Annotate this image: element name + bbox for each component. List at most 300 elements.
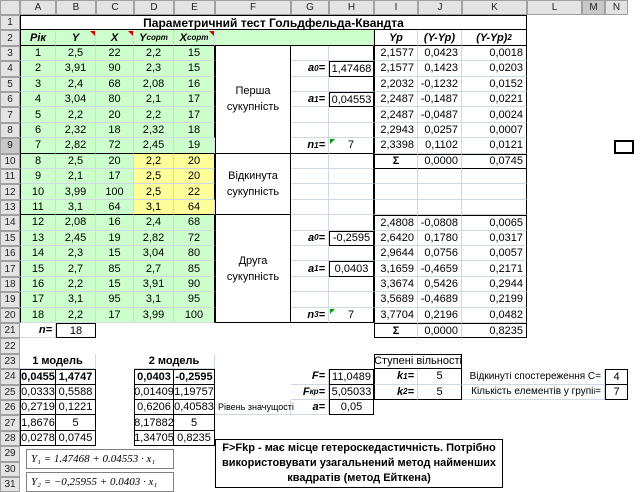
df-title[interactable]: Ступені вільності bbox=[374, 355, 462, 368]
yp-cell[interactable]: 3,7704 bbox=[374, 308, 418, 323]
group-label-second[interactable]: Друга сукупність bbox=[215, 215, 291, 323]
y-cell[interactable]: 2,5 bbox=[56, 154, 96, 169]
blank[interactable] bbox=[462, 200, 527, 215]
f-value[interactable]: 11,0489 bbox=[329, 369, 374, 384]
residual-sq-cell[interactable]: 0,0007 bbox=[462, 123, 527, 138]
x-sorted-cell[interactable]: 68 bbox=[174, 215, 215, 230]
model1-cell[interactable]: 1,8676 bbox=[20, 415, 56, 430]
row-header[interactable] bbox=[0, 46, 20, 61]
y-cell[interactable]: 2,4 bbox=[56, 77, 96, 92]
param-blank[interactable] bbox=[291, 277, 329, 292]
group-separator[interactable] bbox=[20, 138, 56, 153]
row-header[interactable] bbox=[0, 277, 20, 292]
column-header-a[interactable]: A bbox=[20, 0, 56, 15]
row-header[interactable] bbox=[0, 323, 20, 338]
residual-sq-cell[interactable]: 0,0221 bbox=[462, 92, 527, 107]
year-cell[interactable]: 15 bbox=[20, 261, 56, 276]
column-header-f[interactable]: F bbox=[215, 0, 291, 15]
param-value-n3[interactable]: 7 bbox=[329, 308, 374, 323]
row-header[interactable] bbox=[0, 292, 20, 307]
param-blank[interactable] bbox=[291, 215, 329, 230]
comment-indicator bbox=[128, 31, 133, 36]
year-cell[interactable]: 11 bbox=[20, 200, 56, 215]
yp-cell[interactable]: 2,6420 bbox=[374, 231, 418, 246]
param-value-a0[interactable]: 1,47468 bbox=[329, 61, 374, 76]
residual-sq-cell[interactable]: 0,0024 bbox=[462, 107, 527, 122]
yp-cell[interactable]: 3,1659 bbox=[374, 261, 418, 276]
blank[interactable] bbox=[374, 200, 418, 215]
y-sorted-cell[interactable]: 3,1 bbox=[134, 200, 174, 215]
x-cell[interactable]: 90 bbox=[96, 61, 134, 76]
row-header[interactable] bbox=[0, 246, 20, 261]
x-cell[interactable]: 19 bbox=[96, 231, 134, 246]
x-sorted-cell[interactable]: 80 bbox=[174, 246, 215, 261]
residual-cell[interactable]: 0,1423 bbox=[418, 61, 462, 76]
param-blank[interactable] bbox=[329, 46, 374, 61]
active-cell[interactable] bbox=[614, 140, 634, 154]
y-sorted-cell[interactable]: 3,04 bbox=[134, 246, 174, 261]
year-cell[interactable]: 14 bbox=[20, 246, 56, 261]
year-cell[interactable]: 10 bbox=[20, 184, 56, 199]
x-sorted-cell[interactable]: 64 bbox=[174, 200, 215, 215]
param-blank[interactable] bbox=[291, 107, 329, 122]
year-cell[interactable]: 17 bbox=[20, 292, 56, 307]
label-main: a bbox=[307, 262, 315, 275]
residual-cell[interactable]: -0,4659 bbox=[418, 261, 462, 276]
residual-sq-cell[interactable]: 0,2199 bbox=[462, 292, 527, 307]
row-header[interactable] bbox=[0, 61, 20, 76]
y-cell[interactable]: 3,04 bbox=[56, 92, 96, 107]
yp-cell[interactable]: 3,5689 bbox=[374, 292, 418, 307]
model2-cell[interactable]: 0,6206 bbox=[134, 400, 174, 415]
model2-cell[interactable]: 0,0403 bbox=[134, 369, 174, 384]
x-sorted-cell[interactable]: 85 bbox=[174, 261, 215, 276]
model1-cell[interactable]: 0,0745 bbox=[56, 431, 96, 446]
row-header[interactable] bbox=[0, 369, 20, 384]
group-separator[interactable] bbox=[56, 200, 96, 215]
row-header[interactable] bbox=[0, 446, 20, 461]
y-cell[interactable]: 2,5 bbox=[56, 46, 96, 61]
model2-title[interactable]: 2 модель bbox=[134, 354, 215, 369]
column-header-n[interactable]: N bbox=[605, 0, 628, 15]
model2-cell[interactable]: 0,40583 bbox=[174, 400, 215, 415]
x-sorted-cell[interactable]: 15 bbox=[174, 61, 215, 76]
y-cell[interactable]: 3,1 bbox=[56, 200, 96, 215]
x-sorted-cell[interactable]: 20 bbox=[174, 154, 215, 169]
residual-sq-cell[interactable]: 0,0065 bbox=[462, 215, 527, 230]
header-blank[interactable] bbox=[215, 30, 374, 45]
year-cell[interactable]: 18 bbox=[20, 308, 56, 323]
y-sorted-cell[interactable]: 2,82 bbox=[134, 231, 174, 246]
residual-sq-cell[interactable]: 0,0203 bbox=[462, 61, 527, 76]
x-sorted-cell[interactable]: 17 bbox=[174, 92, 215, 107]
model1-cell[interactable]: 0,1221 bbox=[56, 400, 96, 415]
param-blank[interactable] bbox=[291, 200, 329, 215]
residual-cell[interactable]: 0,1780 bbox=[418, 231, 462, 246]
blank[interactable] bbox=[418, 200, 462, 215]
column-header-d[interactable]: D bbox=[134, 0, 174, 15]
x-cell[interactable]: 95 bbox=[96, 292, 134, 307]
yp-cell[interactable]: 2,2487 bbox=[374, 92, 418, 107]
model1-cell[interactable]: 1,4747 bbox=[56, 369, 96, 384]
row-number: 23 bbox=[4, 355, 16, 367]
residual-sq-cell[interactable]: 0,0317 bbox=[462, 231, 527, 246]
row-header[interactable] bbox=[0, 338, 20, 353]
x-sorted-cell[interactable]: 20 bbox=[174, 169, 215, 184]
x-cell[interactable]: 17 bbox=[96, 308, 134, 323]
column-header-g[interactable]: G bbox=[291, 0, 329, 15]
f-label[interactable]: F= bbox=[291, 369, 329, 384]
x-cell[interactable]: 22 bbox=[96, 46, 134, 61]
group-label-dropped[interactable]: Відкинута сукупність bbox=[215, 154, 291, 216]
param-label-a0[interactable] bbox=[291, 61, 329, 76]
residual-cell[interactable]: 0,5426 bbox=[418, 277, 462, 292]
k1-value[interactable]: 5 bbox=[418, 369, 462, 384]
param-value-n1[interactable]: 7 bbox=[329, 138, 374, 153]
blank[interactable] bbox=[374, 169, 418, 184]
year-cell[interactable]: 2 bbox=[20, 61, 56, 76]
param-blank[interactable] bbox=[329, 277, 374, 292]
alpha-label[interactable]: a= bbox=[291, 400, 329, 415]
groupsize-label[interactable] bbox=[462, 385, 605, 400]
param-blank[interactable] bbox=[291, 154, 329, 169]
sum-residual[interactable]: 0,0000 bbox=[418, 323, 462, 338]
y-cell[interactable]: 3,91 bbox=[56, 61, 96, 76]
param-blank[interactable] bbox=[329, 200, 374, 215]
y-cell[interactable]: 2,45 bbox=[56, 231, 96, 246]
column-header-j[interactable]: J bbox=[418, 0, 462, 15]
param-blank[interactable] bbox=[291, 246, 329, 261]
column-header-k[interactable]: K bbox=[462, 0, 527, 15]
row-header[interactable] bbox=[0, 385, 20, 400]
residual-cell[interactable]: 0,1102 bbox=[418, 138, 462, 153]
row-header[interactable] bbox=[0, 77, 20, 92]
group-label-first[interactable]: Перша сукупність bbox=[215, 46, 291, 154]
k1-label[interactable] bbox=[374, 369, 418, 384]
x-cell[interactable]: 18 bbox=[96, 123, 134, 138]
dropped-value[interactable]: 4 bbox=[605, 369, 628, 384]
param-blank[interactable] bbox=[329, 123, 374, 138]
row-header[interactable] bbox=[0, 30, 20, 45]
row-header[interactable] bbox=[0, 477, 20, 492]
y-cell[interactable]: 2,1 bbox=[56, 169, 96, 184]
yp-cell[interactable]: 2,2032 bbox=[374, 77, 418, 92]
residual-cell[interactable]: -0,0487 bbox=[418, 107, 462, 122]
sum-symbol[interactable]: Σ bbox=[374, 154, 418, 169]
x-sorted-cell[interactable]: 100 bbox=[174, 308, 215, 323]
row-number: 22 bbox=[4, 340, 16, 352]
x-cell[interactable]: 68 bbox=[96, 77, 134, 92]
significance-label[interactable]: Рівень значущості bbox=[215, 400, 291, 415]
y-sorted-cell[interactable]: 2,2 bbox=[134, 107, 174, 122]
header-y-sorted[interactable] bbox=[134, 30, 174, 45]
year-cell[interactable]: 6 bbox=[20, 123, 56, 138]
y-sorted-cell[interactable]: 2,45 bbox=[134, 138, 174, 153]
model2-cell[interactable]: -0,2595 bbox=[174, 369, 215, 384]
y-cell[interactable]: 3,1 bbox=[56, 292, 96, 307]
row-header[interactable] bbox=[0, 308, 20, 323]
row-header[interactable] bbox=[0, 354, 20, 369]
fkp-label[interactable] bbox=[291, 385, 329, 400]
y-sorted-cell[interactable]: 2,2 bbox=[134, 46, 174, 61]
row-header[interactable] bbox=[0, 92, 20, 107]
yp-cell[interactable]: 2,2943 bbox=[374, 123, 418, 138]
x-sorted-cell[interactable]: 72 bbox=[174, 231, 215, 246]
y-cell[interactable]: 2,3 bbox=[56, 246, 96, 261]
header-residual-squared[interactable] bbox=[462, 30, 527, 45]
y-cell[interactable]: 2,2 bbox=[56, 107, 96, 122]
residual-cell[interactable]: 0,2196 bbox=[418, 308, 462, 323]
y-sorted-cell[interactable]: 2,32 bbox=[134, 123, 174, 138]
x-sorted-cell[interactable]: 15 bbox=[174, 46, 215, 61]
blank[interactable] bbox=[374, 184, 418, 199]
y-sorted-cell[interactable]: 2,5 bbox=[134, 184, 174, 199]
yp-cell[interactable]: 2,1577 bbox=[374, 46, 418, 61]
column-header-c[interactable]: C bbox=[96, 0, 134, 15]
row-header[interactable] bbox=[0, 261, 20, 276]
param-blank[interactable] bbox=[329, 246, 374, 261]
param-value-a1[interactable]: 0,04553 bbox=[329, 92, 374, 107]
row-header[interactable] bbox=[0, 184, 20, 199]
residual-cell[interactable]: 0,0756 bbox=[418, 246, 462, 261]
param-blank[interactable] bbox=[291, 169, 329, 184]
y-sorted-cell[interactable]: 3,1 bbox=[134, 292, 174, 307]
yp-cell[interactable]: 3,3674 bbox=[374, 277, 418, 292]
alpha-value[interactable]: 0,05 bbox=[329, 400, 374, 415]
row-header[interactable] bbox=[0, 215, 20, 230]
row-header[interactable] bbox=[0, 107, 20, 122]
model2-cell[interactable]: 0,01409 bbox=[134, 385, 174, 400]
param-label-n1[interactable] bbox=[291, 138, 329, 153]
y-sorted-cell[interactable]: 2,4 bbox=[134, 215, 174, 230]
model1-title[interactable]: 1 модель bbox=[20, 354, 96, 369]
residual-sq-cell[interactable]: 0,2944 bbox=[462, 277, 527, 292]
fkp-value[interactable]: 5,05033 bbox=[329, 385, 374, 400]
param-blank[interactable] bbox=[291, 46, 329, 61]
residual-cell[interactable]: -0,4689 bbox=[418, 292, 462, 307]
residual-cell[interactable]: -0,1232 bbox=[418, 77, 462, 92]
group-separator[interactable] bbox=[134, 138, 174, 153]
y-cell[interactable]: 2,08 bbox=[56, 215, 96, 230]
param-blank[interactable] bbox=[329, 169, 374, 184]
sum-residual-sq[interactable]: 0,0745 bbox=[462, 154, 527, 169]
y-cell[interactable]: 2,32 bbox=[56, 123, 96, 138]
y-sorted-cell[interactable]: 3,99 bbox=[134, 308, 174, 323]
x-sorted-cell[interactable]: 19 bbox=[174, 138, 215, 153]
y-cell[interactable]: 2,2 bbox=[56, 308, 96, 323]
blank[interactable] bbox=[418, 184, 462, 199]
x-sorted-cell[interactable]: 90 bbox=[174, 277, 215, 292]
x-cell[interactable]: 15 bbox=[96, 277, 134, 292]
residual-sq-cell[interactable]: 0,0482 bbox=[462, 308, 527, 323]
k2-label[interactable] bbox=[374, 385, 418, 400]
residual-cell[interactable]: -0,0808 bbox=[418, 215, 462, 230]
row-header[interactable] bbox=[0, 462, 20, 477]
param-blank[interactable] bbox=[329, 292, 374, 307]
param-blank[interactable] bbox=[291, 184, 329, 199]
x-cell[interactable]: 100 bbox=[96, 184, 134, 199]
group-separator[interactable] bbox=[174, 200, 215, 215]
param-label-a1-2[interactable] bbox=[291, 261, 329, 276]
residual-sq-cell[interactable]: 0,0152 bbox=[462, 77, 527, 92]
select-all-corner[interactable] bbox=[0, 0, 20, 15]
x-cell[interactable]: 72 bbox=[96, 138, 134, 153]
groupsize-value[interactable]: 7 bbox=[605, 385, 628, 400]
x-sorted-cell[interactable]: 17 bbox=[174, 107, 215, 122]
param-blank[interactable] bbox=[329, 154, 374, 169]
group-separator[interactable] bbox=[20, 200, 56, 215]
x-cell[interactable]: 17 bbox=[96, 169, 134, 184]
column-header-b[interactable]: B bbox=[56, 0, 96, 15]
blank[interactable] bbox=[418, 169, 462, 184]
yp-cell[interactable]: 2,1577 bbox=[374, 61, 418, 76]
yp-cell[interactable]: 2,9644 bbox=[374, 246, 418, 261]
column-header-m[interactable]: M bbox=[582, 0, 605, 15]
yp-cell[interactable]: 2,2487 bbox=[374, 107, 418, 122]
y-cell[interactable]: 2,82 bbox=[56, 138, 96, 153]
model1-cell[interactable]: 0,2719 bbox=[20, 400, 56, 415]
blank[interactable] bbox=[462, 169, 527, 184]
y-sorted-cell[interactable]: 2,2 bbox=[134, 154, 174, 169]
row-header[interactable] bbox=[0, 123, 20, 138]
x-cell[interactable]: 16 bbox=[96, 215, 134, 230]
row-header[interactable] bbox=[0, 169, 20, 184]
row-header[interactable] bbox=[0, 138, 20, 153]
row-header[interactable] bbox=[0, 400, 20, 415]
row-header[interactable] bbox=[0, 431, 20, 446]
group-separator[interactable] bbox=[96, 200, 134, 215]
yp-cell[interactable]: 2,3398 bbox=[374, 138, 418, 153]
column-header-h[interactable]: H bbox=[329, 0, 374, 15]
row-header[interactable] bbox=[0, 231, 20, 246]
row-header[interactable] bbox=[0, 15, 20, 30]
residual-sq-cell[interactable]: 0,0121 bbox=[462, 138, 527, 153]
residual-sq-cell[interactable]: 0,0057 bbox=[462, 246, 527, 261]
param-blank[interactable] bbox=[329, 107, 374, 122]
param-label-a0-2[interactable] bbox=[291, 231, 329, 246]
year-cell[interactable]: 9 bbox=[20, 169, 56, 184]
model1-cell[interactable]: 5 bbox=[56, 415, 96, 430]
y-sorted-cell[interactable]: 2,3 bbox=[134, 61, 174, 76]
model2-cell[interactable]: 1,19757 bbox=[174, 385, 215, 400]
year-cell[interactable]: 16 bbox=[20, 277, 56, 292]
model2-cell[interactable]: 1,34705 bbox=[134, 431, 174, 446]
header-yp[interactable]: Yp bbox=[374, 30, 418, 45]
group-separator[interactable] bbox=[134, 200, 174, 215]
param-blank[interactable] bbox=[291, 292, 329, 307]
model1-cell[interactable]: 0,0333 bbox=[20, 385, 56, 400]
x-cell[interactable]: 20 bbox=[96, 107, 134, 122]
y-sorted-cell[interactable]: 2,1 bbox=[134, 92, 174, 107]
y-cell[interactable]: 3,99 bbox=[56, 184, 96, 199]
year-cell[interactable]: 8 bbox=[20, 154, 56, 169]
year-cell[interactable]: 4 bbox=[20, 92, 56, 107]
x-cell[interactable]: 20 bbox=[96, 154, 134, 169]
year-cell[interactable]: 1 bbox=[20, 46, 56, 61]
row-number: 13 bbox=[4, 201, 16, 213]
model1-cell[interactable]: 0,0278 bbox=[20, 431, 56, 446]
model2-cell[interactable]: 8,17882 bbox=[134, 415, 174, 430]
param-label-n3[interactable] bbox=[291, 308, 329, 323]
param-blank[interactable] bbox=[329, 77, 374, 92]
model2-cell[interactable]: 5 bbox=[174, 415, 215, 430]
x-cell[interactable]: 15 bbox=[96, 246, 134, 261]
year-cell[interactable]: 3 bbox=[20, 77, 56, 92]
header-year[interactable]: Рік bbox=[20, 30, 56, 45]
dropped-label[interactable]: Відкинуті спостереження C= bbox=[462, 369, 605, 384]
x-sorted-cell[interactable]: 18 bbox=[174, 123, 215, 138]
y-sorted-cell[interactable]: 3,91 bbox=[134, 277, 174, 292]
row-number: 12 bbox=[4, 186, 16, 198]
sum-residual[interactable]: 0,0000 bbox=[418, 154, 462, 169]
param-blank[interactable] bbox=[329, 215, 374, 230]
year-cell[interactable]: 7 bbox=[20, 138, 56, 153]
n-label[interactable]: n= bbox=[20, 323, 56, 338]
x-sorted-cell[interactable]: 95 bbox=[174, 292, 215, 307]
column-header-e[interactable]: E bbox=[174, 0, 215, 15]
model2-cell[interactable]: 0,8235 bbox=[174, 431, 215, 446]
param-value-a1-2[interactable]: 0,0403 bbox=[329, 261, 374, 276]
residual-cell[interactable]: 0,0423 bbox=[418, 46, 462, 61]
group-separator[interactable] bbox=[56, 138, 96, 153]
param-blank[interactable] bbox=[291, 123, 329, 138]
k2-value[interactable]: 5 bbox=[418, 385, 462, 400]
residual-sq-cell[interactable]: 0,2171 bbox=[462, 261, 527, 276]
sum-residual-sq[interactable]: 0,8235 bbox=[462, 323, 527, 338]
param-blank[interactable] bbox=[329, 184, 374, 199]
header-residual[interactable]: (Y-Yp) bbox=[418, 30, 462, 45]
y-cell[interactable]: 2,2 bbox=[56, 277, 96, 292]
group-separator[interactable] bbox=[96, 138, 134, 153]
param-value-a0-2[interactable]: -0,2595 bbox=[329, 231, 374, 246]
x-cell[interactable]: 64 bbox=[96, 200, 134, 215]
sum-symbol[interactable]: Σ bbox=[374, 323, 418, 338]
yp-cell[interactable]: 2,4808 bbox=[374, 215, 418, 230]
column-header-i[interactable]: I bbox=[374, 0, 418, 15]
row-header[interactable] bbox=[0, 415, 20, 430]
param-label-a1[interactable] bbox=[291, 92, 329, 107]
year-cell[interactable]: 5 bbox=[20, 107, 56, 122]
header-x[interactable]: X bbox=[96, 30, 134, 45]
residual-cell[interactable]: 0,0257 bbox=[418, 123, 462, 138]
year-cell[interactable]: 13 bbox=[20, 231, 56, 246]
blank[interactable] bbox=[462, 184, 527, 199]
label-index: 2 bbox=[403, 387, 408, 397]
table-title[interactable]: Параметричний тест Гольдфельда-Квандта bbox=[20, 15, 527, 30]
y-sorted-cell[interactable]: 2,5 bbox=[134, 169, 174, 184]
column-header-l[interactable]: L bbox=[527, 0, 582, 15]
residual-cell[interactable]: -0,1487 bbox=[418, 92, 462, 107]
header-y[interactable]: Y bbox=[56, 30, 96, 45]
param-blank[interactable] bbox=[291, 77, 329, 92]
x-sorted-cell[interactable]: 22 bbox=[174, 184, 215, 199]
x-cell[interactable]: 85 bbox=[96, 261, 134, 276]
x-cell[interactable]: 80 bbox=[96, 92, 134, 107]
row-header[interactable] bbox=[0, 154, 20, 169]
n-value[interactable]: 18 bbox=[56, 323, 96, 338]
row-number: 10 bbox=[4, 155, 16, 167]
residual-sq-cell[interactable]: 0,0018 bbox=[462, 46, 527, 61]
row-header[interactable] bbox=[0, 200, 20, 215]
y-sorted-cell[interactable]: 2,7 bbox=[134, 261, 174, 276]
model1-cell[interactable]: 0,0455 bbox=[21, 370, 55, 383]
year-cell[interactable]: 12 bbox=[20, 215, 56, 230]
group-separator[interactable] bbox=[174, 138, 215, 153]
y-cell[interactable]: 2,7 bbox=[56, 261, 96, 276]
model1-cell[interactable]: 0,5588 bbox=[56, 385, 96, 400]
x-sorted-cell[interactable]: 16 bbox=[174, 77, 215, 92]
y-sorted-cell[interactable]: 2,08 bbox=[134, 77, 174, 92]
